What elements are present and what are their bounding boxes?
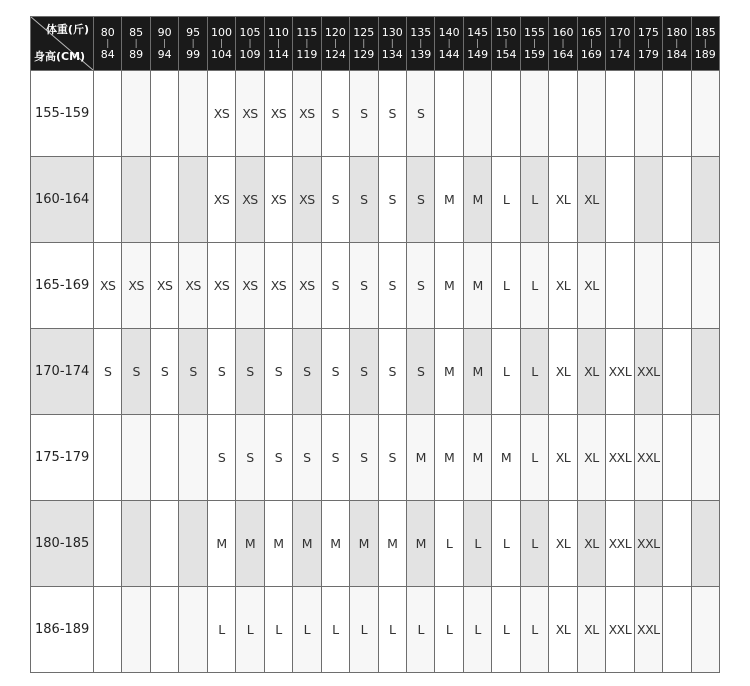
size-cell xyxy=(606,157,634,243)
range-separator: | xyxy=(248,38,252,49)
size-cell: XL xyxy=(577,415,605,501)
weight-max: 169 xyxy=(580,47,602,61)
size-cell xyxy=(150,71,178,157)
size-cell: XL xyxy=(577,501,605,587)
weight-header-6 xyxy=(264,17,292,71)
size-cell: S xyxy=(321,71,349,157)
size-cell: L xyxy=(435,587,463,673)
size-cell: XS xyxy=(293,71,321,157)
weight-min: 140 xyxy=(438,25,460,39)
weight-min: 110 xyxy=(267,25,289,39)
weight-max: 89 xyxy=(129,47,144,61)
size-cell: S xyxy=(207,415,235,501)
size-cell: S xyxy=(321,329,349,415)
weight-header-15 xyxy=(520,17,548,71)
weight-min: 165 xyxy=(580,25,602,39)
size-cell: XXL xyxy=(634,587,662,673)
size-cell: L xyxy=(463,587,491,673)
size-cell: L xyxy=(293,587,321,673)
height-range-cell: 170-174 xyxy=(31,329,94,415)
weight-header-2 xyxy=(150,17,178,71)
size-cell xyxy=(122,587,150,673)
size-cell xyxy=(94,501,122,587)
size-cell: L xyxy=(520,243,548,329)
range-separator: | xyxy=(447,38,451,49)
size-cell: XL xyxy=(577,157,605,243)
weight-min: 120 xyxy=(324,25,346,39)
size-cell xyxy=(150,415,178,501)
weight-header-9 xyxy=(350,17,378,71)
size-cell xyxy=(179,71,207,157)
range-separator: | xyxy=(305,38,309,49)
table-row xyxy=(31,243,720,329)
size-cell xyxy=(634,157,662,243)
size-cell xyxy=(463,71,491,157)
size-cell: M xyxy=(406,501,434,587)
size-cell: XS xyxy=(264,243,292,329)
size-cell xyxy=(663,501,691,587)
size-cell xyxy=(122,157,150,243)
size-cell xyxy=(634,71,662,157)
size-cell: XS xyxy=(179,243,207,329)
weight-header-5 xyxy=(236,17,264,71)
range-separator: | xyxy=(533,38,537,49)
size-cell: S xyxy=(321,243,349,329)
weight-header-20 xyxy=(663,17,691,71)
size-cell: XXL xyxy=(634,501,662,587)
size-cell: L xyxy=(435,501,463,587)
size-cell: S xyxy=(350,415,378,501)
size-cell xyxy=(691,329,719,415)
weight-min: 115 xyxy=(296,25,318,39)
size-cell xyxy=(179,587,207,673)
size-cell: XXL xyxy=(634,415,662,501)
size-cell: XL xyxy=(549,587,577,673)
size-cell: XL xyxy=(549,501,577,587)
table-row xyxy=(31,71,720,157)
size-cell: M xyxy=(236,501,264,587)
size-cell: S xyxy=(293,329,321,415)
weight-min: 160 xyxy=(552,25,574,39)
range-separator: | xyxy=(476,38,480,49)
size-cell: XL xyxy=(549,157,577,243)
size-cell xyxy=(179,501,207,587)
weight-min: 100 xyxy=(211,25,233,39)
weight-max: 99 xyxy=(186,47,201,61)
size-cell: S xyxy=(321,157,349,243)
weight-max: 159 xyxy=(524,47,546,61)
size-cell: XXL xyxy=(606,329,634,415)
size-cell: S xyxy=(236,415,264,501)
size-cell xyxy=(122,501,150,587)
size-cell: M xyxy=(207,501,235,587)
size-cell xyxy=(492,71,520,157)
weight-max: 104 xyxy=(211,47,233,61)
range-separator: | xyxy=(220,38,224,49)
size-cell: M xyxy=(435,329,463,415)
size-cell: XXL xyxy=(606,587,634,673)
weight-min: 85 xyxy=(129,25,144,39)
weight-header-17 xyxy=(577,17,605,71)
size-cell: XS xyxy=(264,157,292,243)
size-cell: S xyxy=(406,329,434,415)
size-cell: L xyxy=(520,157,548,243)
size-cell xyxy=(634,243,662,329)
range-separator: | xyxy=(419,38,423,49)
size-cell xyxy=(663,329,691,415)
size-cell: S xyxy=(321,415,349,501)
range-separator: | xyxy=(333,38,337,49)
range-separator: | xyxy=(504,38,508,49)
size-cell: XS xyxy=(236,71,264,157)
weight-max: 124 xyxy=(324,47,346,61)
weight-min: 155 xyxy=(524,25,546,39)
weight-header-8 xyxy=(321,17,349,71)
size-cell: M xyxy=(321,501,349,587)
range-separator: | xyxy=(163,38,167,49)
size-cell: S xyxy=(378,243,406,329)
size-cell: L xyxy=(492,243,520,329)
size-cell xyxy=(663,415,691,501)
weight-header-10 xyxy=(378,17,406,71)
size-cell xyxy=(122,71,150,157)
size-cell: M xyxy=(435,157,463,243)
size-cell: S xyxy=(406,243,434,329)
size-cell: M xyxy=(435,415,463,501)
range-separator: | xyxy=(561,38,565,49)
size-cell xyxy=(691,415,719,501)
weight-max: 94 xyxy=(157,47,172,61)
weight-min: 95 xyxy=(186,25,201,39)
size-cell: M xyxy=(293,501,321,587)
size-cell: L xyxy=(350,587,378,673)
size-cell xyxy=(606,71,634,157)
size-cell: L xyxy=(406,587,434,673)
size-cell xyxy=(663,243,691,329)
weight-header-18 xyxy=(606,17,634,71)
size-cell xyxy=(577,71,605,157)
size-cell: L xyxy=(520,501,548,587)
weight-min: 175 xyxy=(637,25,659,39)
weight-max: 129 xyxy=(353,47,375,61)
size-cell: L xyxy=(520,587,548,673)
weight-max: 179 xyxy=(637,47,659,61)
table-row xyxy=(31,587,720,673)
weight-header-1 xyxy=(122,17,150,71)
size-cell: S xyxy=(378,71,406,157)
size-cell: XXL xyxy=(606,501,634,587)
weight-max: 134 xyxy=(381,47,403,61)
size-cell xyxy=(435,71,463,157)
size-chart xyxy=(30,16,720,673)
size-cell xyxy=(94,587,122,673)
size-cell: M xyxy=(378,501,406,587)
size-cell xyxy=(122,415,150,501)
weight-max: 184 xyxy=(666,47,688,61)
size-cell: XL xyxy=(577,243,605,329)
size-cell: S xyxy=(179,329,207,415)
height-range-cell: 165-169 xyxy=(31,243,94,329)
size-cell: XL xyxy=(549,415,577,501)
header-row xyxy=(31,17,720,71)
weight-min: 170 xyxy=(609,25,631,39)
weight-header-21 xyxy=(691,17,719,71)
range-separator: | xyxy=(106,38,110,49)
height-range-cell: 160-164 xyxy=(31,157,94,243)
range-separator: | xyxy=(589,38,593,49)
range-separator: | xyxy=(646,38,650,49)
size-cell: S xyxy=(406,157,434,243)
size-cell xyxy=(94,415,122,501)
size-cell: S xyxy=(378,329,406,415)
size-cell: M xyxy=(463,243,491,329)
weight-min: 130 xyxy=(381,25,403,39)
table-body xyxy=(31,71,720,673)
size-cell xyxy=(549,71,577,157)
height-range-cell: 186-189 xyxy=(31,587,94,673)
weight-header-19 xyxy=(634,17,662,71)
size-cell: L xyxy=(321,587,349,673)
size-cell: M xyxy=(350,501,378,587)
size-cell: S xyxy=(350,71,378,157)
size-cell xyxy=(691,501,719,587)
size-cell: M xyxy=(463,415,491,501)
size-cell: XL xyxy=(549,243,577,329)
weight-max: 139 xyxy=(410,47,432,61)
weight-header-16 xyxy=(549,17,577,71)
size-cell: S xyxy=(264,329,292,415)
range-separator: | xyxy=(618,38,622,49)
size-cell xyxy=(606,243,634,329)
size-cell xyxy=(94,157,122,243)
weight-min: 145 xyxy=(467,25,489,39)
weight-header-7 xyxy=(293,17,321,71)
weight-max: 149 xyxy=(467,47,489,61)
size-cell: L xyxy=(520,329,548,415)
weight-header-14 xyxy=(492,17,520,71)
table-row xyxy=(31,501,720,587)
weight-header-13 xyxy=(463,17,491,71)
weight-header-12 xyxy=(435,17,463,71)
height-axis-label: 身高(CM) xyxy=(34,50,86,63)
weight-header-11 xyxy=(406,17,434,71)
weight-min: 185 xyxy=(694,25,716,39)
size-cell xyxy=(179,157,207,243)
weight-header-0 xyxy=(94,17,122,71)
weight-min: 180 xyxy=(666,25,688,39)
size-cell: L xyxy=(207,587,235,673)
weight-max: 109 xyxy=(239,47,261,61)
weight-min: 150 xyxy=(495,25,517,39)
size-cell: XS xyxy=(207,243,235,329)
size-cell: XS xyxy=(236,243,264,329)
weight-min: 90 xyxy=(157,25,172,39)
weight-max: 174 xyxy=(609,47,631,61)
size-cell: L xyxy=(463,501,491,587)
weight-max: 84 xyxy=(100,47,115,61)
size-cell: S xyxy=(406,71,434,157)
weight-max: 189 xyxy=(694,47,716,61)
size-cell: S xyxy=(122,329,150,415)
weight-min: 135 xyxy=(410,25,432,39)
range-separator: | xyxy=(191,38,195,49)
size-cell: L xyxy=(492,329,520,415)
size-cell: L xyxy=(378,587,406,673)
size-cell: XS xyxy=(236,157,264,243)
table-row xyxy=(31,329,720,415)
size-cell xyxy=(691,71,719,157)
size-cell xyxy=(663,157,691,243)
size-cell: XS xyxy=(293,243,321,329)
size-cell: L xyxy=(492,501,520,587)
size-cell: XS xyxy=(207,157,235,243)
height-range-cell: 155-159 xyxy=(31,71,94,157)
weight-min: 105 xyxy=(239,25,261,39)
size-cell: S xyxy=(150,329,178,415)
size-cell: XL xyxy=(577,587,605,673)
size-cell: L xyxy=(520,415,548,501)
size-cell xyxy=(663,587,691,673)
weight-max: 119 xyxy=(296,47,318,61)
size-cell xyxy=(94,71,122,157)
weight-max: 144 xyxy=(438,47,460,61)
height-range-cell: 175-179 xyxy=(31,415,94,501)
range-separator: | xyxy=(675,38,679,49)
size-cell: M xyxy=(463,157,491,243)
range-separator: | xyxy=(390,38,394,49)
size-cell xyxy=(150,587,178,673)
size-cell: S xyxy=(378,157,406,243)
weight-max: 114 xyxy=(267,47,289,61)
size-cell: S xyxy=(350,243,378,329)
weight-axis-label: 体重(斤) xyxy=(45,23,89,36)
size-cell: XS xyxy=(94,243,122,329)
size-cell: XS xyxy=(207,71,235,157)
size-cell: S xyxy=(378,415,406,501)
weight-min: 80 xyxy=(100,25,115,39)
size-cell: XS xyxy=(122,243,150,329)
height-range-cell: 180-185 xyxy=(31,501,94,587)
size-cell: S xyxy=(350,157,378,243)
weight-header-3 xyxy=(179,17,207,71)
size-cell: XS xyxy=(264,71,292,157)
size-cell: M xyxy=(435,243,463,329)
size-cell: S xyxy=(293,415,321,501)
size-cell: L xyxy=(236,587,264,673)
size-cell xyxy=(150,501,178,587)
size-cell xyxy=(691,243,719,329)
size-cell: XL xyxy=(577,329,605,415)
corner-cell xyxy=(31,17,94,71)
size-cell: XXL xyxy=(634,329,662,415)
size-cell xyxy=(691,157,719,243)
size-cell: L xyxy=(492,157,520,243)
size-cell: XL xyxy=(549,329,577,415)
size-cell: XXL xyxy=(606,415,634,501)
table-row xyxy=(31,415,720,501)
size-cell: M xyxy=(264,501,292,587)
range-separator: | xyxy=(276,38,280,49)
weight-max: 154 xyxy=(495,47,517,61)
size-cell xyxy=(179,415,207,501)
size-cell xyxy=(150,157,178,243)
size-cell: S xyxy=(207,329,235,415)
size-cell: S xyxy=(264,415,292,501)
size-cell: S xyxy=(94,329,122,415)
weight-max: 164 xyxy=(552,47,574,61)
table-row xyxy=(31,157,720,243)
size-cell: XS xyxy=(150,243,178,329)
range-separator: | xyxy=(703,38,707,49)
size-table xyxy=(30,16,720,673)
range-separator: | xyxy=(362,38,366,49)
size-cell: S xyxy=(350,329,378,415)
weight-min: 125 xyxy=(353,25,375,39)
size-cell: L xyxy=(264,587,292,673)
size-cell: XS xyxy=(293,157,321,243)
size-cell: S xyxy=(236,329,264,415)
size-cell xyxy=(691,587,719,673)
size-cell: M xyxy=(463,329,491,415)
size-cell xyxy=(663,71,691,157)
size-cell: M xyxy=(406,415,434,501)
weight-header-4 xyxy=(207,17,235,71)
size-cell xyxy=(520,71,548,157)
size-cell: M xyxy=(492,415,520,501)
size-cell: L xyxy=(492,587,520,673)
range-separator: | xyxy=(134,38,138,49)
